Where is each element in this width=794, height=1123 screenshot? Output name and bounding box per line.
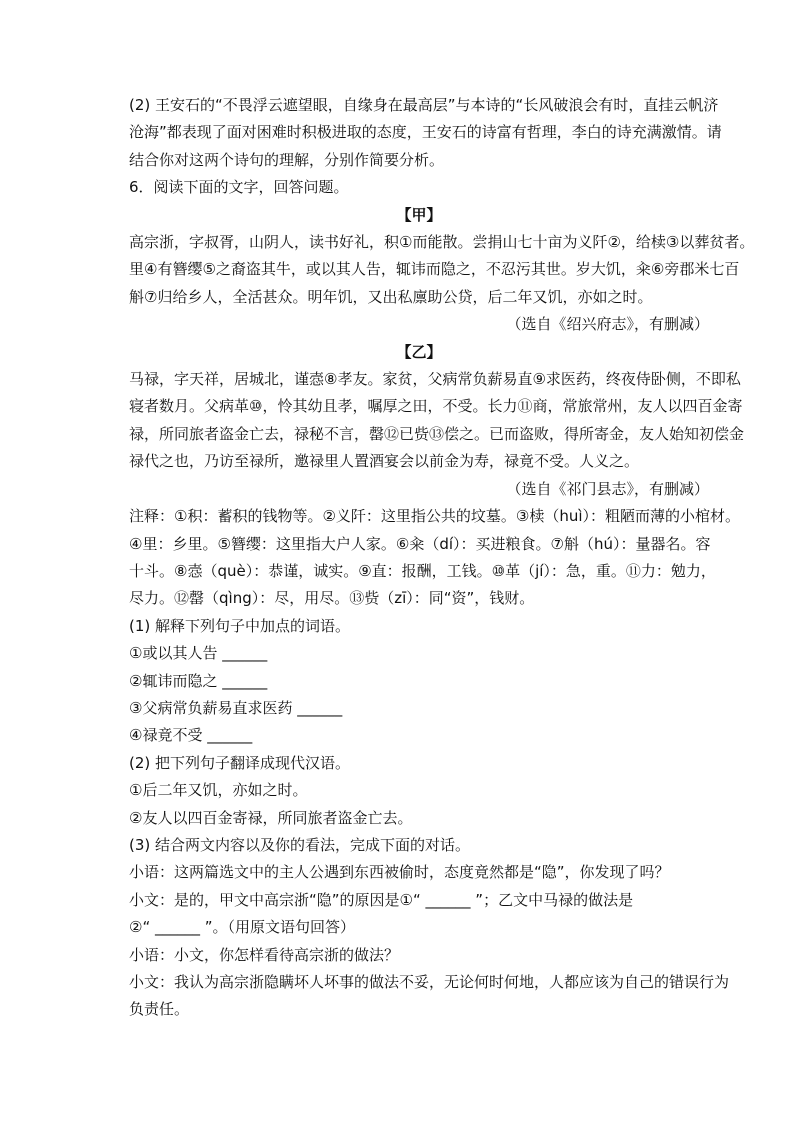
section-heading-yi: 【乙】 xyxy=(396,342,442,361)
blank-item: ③父病常负薪易直求医药 ______ xyxy=(129,698,343,717)
blank-item: ①或以其人告 ______ xyxy=(129,644,268,663)
text-line: 禄，所同旅者盗金亡去，禄秘不言，罄⑫已赀⑬偿之。已而盗败，得所寄金，友人始知初偿金 xyxy=(129,424,745,443)
source-citation: （选自《祁门县志》，有删减） xyxy=(506,479,709,498)
notes-line: 尽力。⑫罄（qìng）：尽，用尽。⑬赀（zī）：同“资”，钱财。 xyxy=(129,589,535,608)
text-line: 禄代之也，乃访至禄所，邀禄里人置酒宴会以前金为寿，禄竟不受。人义之。 xyxy=(129,452,640,471)
blank-item: ④禄竟不受 ______ xyxy=(129,726,253,745)
dialogue-line: 小语：这两篇选文中的主人公遇到东西被偷时，态度竟然都是“隐”，你发现了吗？ xyxy=(129,863,670,882)
text-line: (2) 王安石的“不畏浮云遮望眼，自缘身在最高层”与本诗的“长风破浪会有时，直挂云帆济 xyxy=(129,96,719,114)
translation-item: ②友人以四百金寄禄，所同旅者盗金亡去。 xyxy=(129,808,413,827)
dialogue-line: ②“ ______ ”。（用原文语句回答） xyxy=(129,918,356,937)
text-line: 结合你对这两个诗句的理解，分别作简要分析。 xyxy=(129,150,445,169)
subquestion-heading: (2) 把下列句子翻译成现代汉语。 xyxy=(129,753,351,772)
text-line: 高宗浙，字叔胥，山阴人，读书好礼，积①而能散。尝捐山七十亩为义阡②，给椟③以葬贫者。 xyxy=(129,233,755,252)
text-line: 马禄，字天祥，居城北，谨悫⑧孝友。家贫，父病常负薪易直⑨求医药，终夜侍卧侧，不即私 xyxy=(129,370,741,389)
notes-line: ④里：乡里。⑤簪缨：这里指大户人家。⑥籴（dí）：买进粮食。⑦斛（hú）：量器名。容 xyxy=(129,534,711,553)
notes-line: 注释：①积：蓄积的钱物等。②义阡：这里指公共的坟墓。③椟（huì）：粗陋而薄的小棺材。 xyxy=(129,507,741,526)
dialogue-line: 小语：小文，你怎样看待高宗浙的做法？ xyxy=(129,945,400,964)
text-line: 里④有簪缨⑤之裔盗其牛，或以其人告，辄讳而隐之，不忍污其世。岁大饥，籴⑥旁郡米七百 xyxy=(129,260,740,279)
dialogue-line: 小文：我认为高宗浙隐瞒坏人坏事的做法不妥，无论何时何地，人都应该为自己的错误行为 xyxy=(129,973,730,991)
translation-item: ①后二年又饥，亦如之时。 xyxy=(129,781,308,800)
text-line: 沧海”都表现了面对困难时积极进取的态度，王安石的诗富有哲理，李白的诗充满激情。请 xyxy=(129,123,722,142)
document-body xyxy=(129,92,755,1024)
notes-line: 十斗。⑧悫（què）：恭谨，诚实。⑨直：报酬，工钱。⑩革（jí）：急，重。⑪力：勉力， xyxy=(129,561,716,580)
subquestion-heading: (3) 结合两文内容以及你的看法，完成下面的对话。 xyxy=(129,835,471,854)
section-heading-jia: 【甲】 xyxy=(396,205,442,224)
text-line: 斛⑦归给乡人，全活甚众。明年饥，又出私廪助公贷，后二年又饥，亦如之时。 xyxy=(129,287,653,306)
question-heading: 6．阅读下面的文字，回答问题。 xyxy=(129,178,349,197)
subquestion-heading: (1) 解释下列句子中加点的词语。 xyxy=(129,616,351,635)
text-line: 寝者数月。父病革⑩，怜其幼且孝，嘱厚之田，不受。长力⑪商，常旅常州，友人以四百金寄 xyxy=(129,397,743,416)
blank-item: ②辄讳而隐之 ______ xyxy=(129,671,268,690)
dialogue-line: 小文：是的，甲文中高宗浙“隐”的原因是①“ ______ ”；乙文中马禄的做法是 xyxy=(129,890,634,909)
dialogue-line: 负责任。 xyxy=(129,1000,190,1019)
source-citation: （选自《绍兴府志》，有删减） xyxy=(506,315,709,334)
